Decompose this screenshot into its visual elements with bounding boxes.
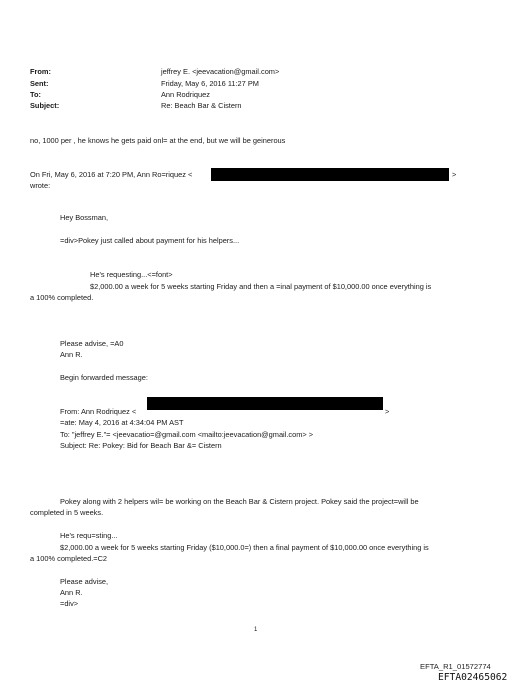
subject-label: Subject:	[30, 101, 60, 110]
quoted-begin-forward: Begin forwarded message:	[60, 373, 148, 382]
forwarded-subject: Subject: Re: Pokey: Bid for Beach Bar &= Cistern	[60, 441, 222, 450]
quoted-line-3: $2,000.00 a week for 5 weeks starting Friday and then a =inal payment of $10,000.00 once everything is	[90, 282, 432, 291]
redaction-box	[211, 168, 449, 181]
forwarded-from: From: Ann Rodriquez <	[60, 407, 137, 416]
body-line-1: Pokey along with 2 helpers wil= be working on the Beach Bar & Cistern project. Pokey said the project=will be	[60, 497, 419, 506]
footer-ref-2: EFTA02465062	[438, 672, 508, 683]
body-line-4: $2,000.00 a week for 5 weeks starting Friday ($10,000.0=) then a final payment of $10,000.00 once everything is	[60, 543, 429, 552]
quoted-line-4: a 100% completed.	[30, 293, 94, 302]
redaction-box	[147, 397, 383, 410]
quoted-signature: Ann R.	[60, 350, 83, 359]
quoted-greeting: Hey Bossman,	[60, 213, 109, 222]
quote-attribution: On Fri, May 6, 2016 at 7:20 PM, Ann Ro=riquez <	[30, 170, 193, 179]
sent-label: Sent:	[30, 79, 49, 88]
body-line-2: completed in 5 weeks.	[30, 508, 104, 517]
quote-attribution-suffix: >	[452, 170, 457, 179]
from-label: From:	[30, 67, 51, 76]
quoted-advise: Please advise, =A0	[60, 339, 124, 348]
body-advise: Please advise,	[60, 577, 109, 586]
body-div-tag: =div>	[60, 599, 79, 608]
quoted-line-2: He's requesting...<=font>	[90, 270, 173, 279]
forwarded-date: =ate: May 4, 2016 at 4:34:04 PM AST	[60, 418, 184, 427]
sent-value: Friday, May 6, 2016 11:27 PM	[161, 79, 259, 88]
subject-value: Re: Beach Bar & Cistern	[161, 101, 242, 110]
body-line-3: He's requ=sting...	[60, 531, 118, 540]
body-signature: Ann R.	[60, 588, 83, 597]
to-value: Ann Rodriquez	[161, 90, 210, 99]
quote-wrote: wrote:	[30, 181, 51, 190]
forwarded-from-suffix: >	[385, 407, 390, 416]
reply-text: no, 1000 per , he knows he gets paid onl= at the end, but we will be geinerous	[30, 136, 286, 145]
quoted-line-1: =div>Pokey just called about payment for his helpers...	[60, 236, 240, 245]
from-value: jeffrey E. <jeevacation@gmail.com>	[161, 67, 280, 76]
to-label: To:	[30, 90, 41, 99]
footer-ref-1: EFTA_R1_01572774	[420, 662, 491, 671]
body-line-5: a 100% completed.=C2	[30, 554, 108, 563]
forwarded-to: To: "jeffrey E."= <jeevacatio=@gmail.com <mailto:jeevacation@gmail.com> >	[60, 430, 314, 439]
page-number: 1	[254, 627, 258, 633]
